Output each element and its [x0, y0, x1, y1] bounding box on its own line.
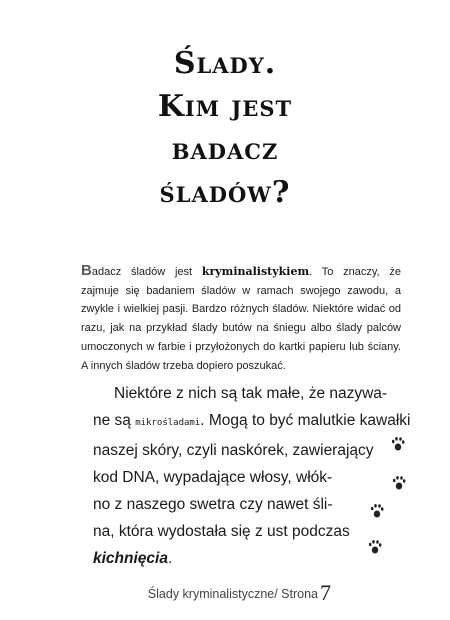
paw-print-icon — [368, 539, 382, 555]
page-title — [0, 42, 450, 214]
body-line-1: Niektóre z nich są tak małe, że nazywa- — [114, 385, 388, 402]
microtraces-term: mikrośladami — [135, 418, 201, 428]
footer-label: Ślady kryminalistyczne/ Strona — [147, 587, 318, 601]
intro-text-start: adacz śladów jest — [91, 266, 202, 278]
title-line-3: badacz — [171, 132, 279, 167]
title-line-4: śladów? — [159, 175, 291, 210]
intro-paragraph — [81, 262, 401, 375]
body-line-7 — [93, 545, 373, 572]
keyword-kryminalistyk: kryminalistykiem — [201, 265, 310, 278]
page-number: 7 — [320, 580, 331, 605]
drop-cap: B — [81, 262, 92, 279]
paw-print-icon — [370, 503, 384, 519]
body-line-2-end: . Mogą to być malutkie kawałki — [200, 412, 411, 429]
body-line-2-start: ne są — [93, 412, 136, 429]
main-paragraph — [93, 380, 411, 572]
title-line-1: Ślady. — [173, 46, 277, 81]
paw-print-icon — [391, 436, 405, 452]
body-line-7-end: . — [167, 550, 173, 567]
sneeze-term: kichnięcia — [93, 550, 168, 567]
body-line-6: na, która wydostała się z ust podczas — [93, 523, 350, 540]
title-line-2: Kim jest — [157, 89, 293, 124]
page-footer — [148, 580, 331, 606]
body-line-2 — [93, 407, 411, 437]
intro-text-rest: . To znaczy, że zajmuje się badaniem śladów w ramach swojego zawodu, a zwykle i wielkiej pasji. Bardzo różnych śladów. Niektóre widać od razu, jak na przykład ślady butów na śniegu albo ślady palców umoczonych w farbie i przyłożonych do kartki papieru lub ściany. A innych śladów trzeba dopiero poszukać. — [81, 266, 401, 372]
body-line-3: naszej skóry, czyli naskórek, zawierający — [93, 442, 374, 459]
body-line-4: kod DNA, wypadające włosy, włók- — [93, 469, 333, 486]
paw-print-icon — [392, 475, 406, 491]
body-line-5: no z naszego swetra czy nawet śli- — [93, 496, 333, 513]
